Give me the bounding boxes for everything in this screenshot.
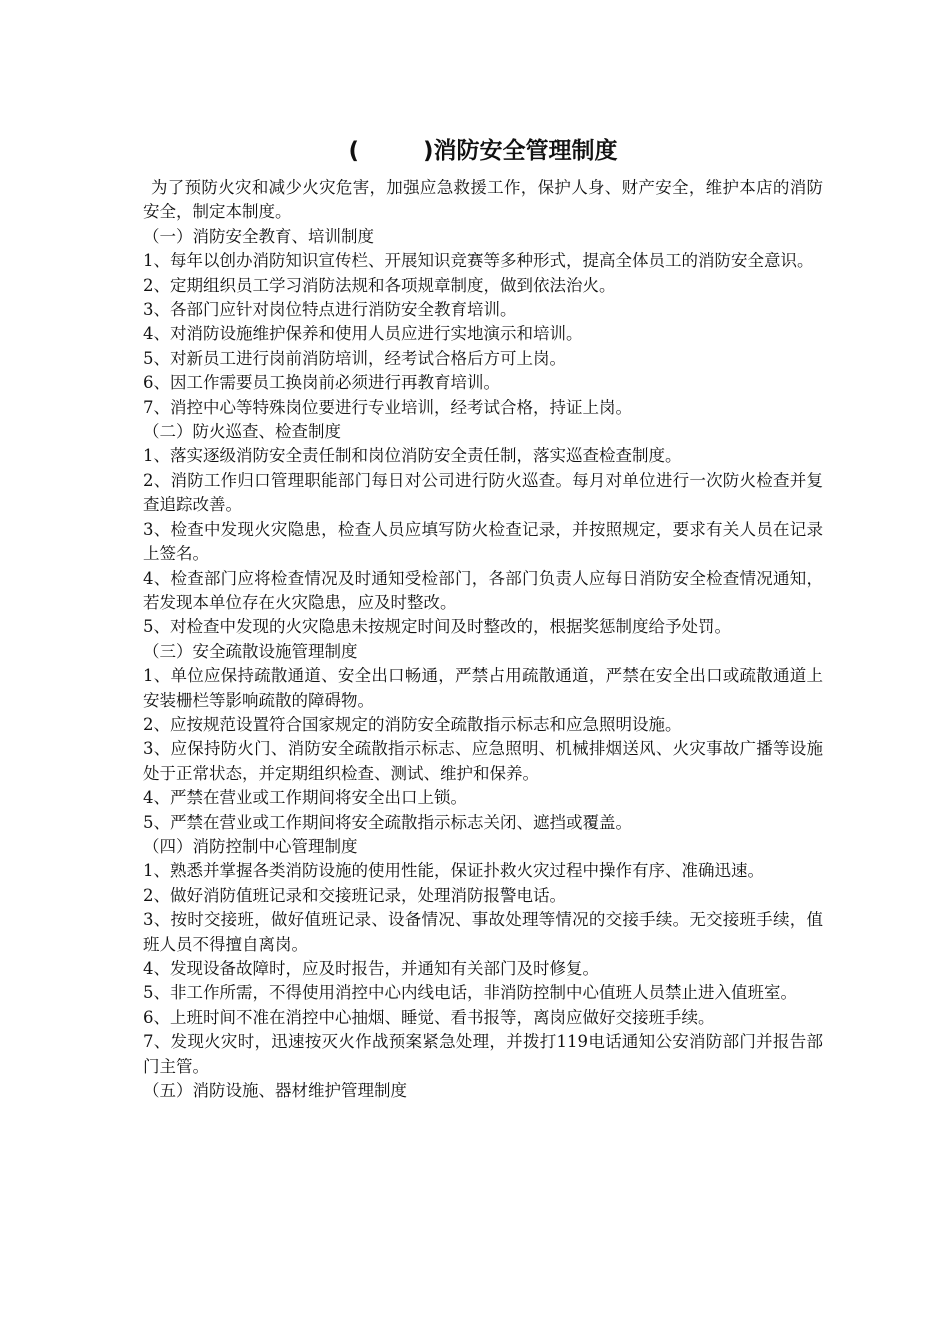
- list-item: 1、每年以创办消防知识宣传栏、开展知识竞赛等多种形式，提高全体员工的消防安全意识。: [143, 251, 814, 271]
- list-item: 2、定期组织员工学习消防法规和各项规章制度，做到依法治火。: [143, 275, 616, 295]
- list-item: 3、各部门应针对岗位特点进行消防安全教育培训。: [143, 300, 517, 320]
- list-item: 4、严禁在营业或工作期间将安全出口上锁。: [143, 788, 467, 808]
- section-heading: （四）消防控制中心管理制度: [143, 836, 358, 856]
- document-title: ( )消防安全管理制度: [348, 138, 618, 164]
- list-item: 2、应按规范设置符合国家规定的消防安全疏散指示标志和应急照明设施。: [143, 714, 682, 734]
- list-item: 6、因工作需要员工换岗前必须进行再教育培训。: [143, 373, 500, 393]
- document-page: [143, 136, 823, 1103]
- list-item: 5、非工作所需，不得使用消控中心内线电话，非消防控制中心值班人员禁止进入值班室。: [143, 983, 797, 1003]
- list-item: 1、熟悉并掌握各类消防设施的使用性能，保证扑救火灾过程中操作有序、准确迅速。: [143, 861, 764, 881]
- list-item: 3、检查中发现火灾隐患，检查人员应填写防火检查记录，并按照规定，要求有关人员在记录上签名。: [143, 519, 823, 564]
- list-item: 3、应保持防火门、消防安全疏散指示标志、应急照明、机械排烟送风、火灾事故广播等设施处于正常状态，并定期组织检查、测试、维护和保养。: [143, 739, 823, 783]
- section-heading: （三）安全疏散设施管理制度: [143, 641, 358, 661]
- list-item: 4、发现设备故障时，应及时报告，并通知有关部门及时修复。: [143, 959, 599, 978]
- list-item: 2、消防工作归口管理职能部门每日对公司进行防火巡查。每月对单位进行一次防火检查并复查追踪改善。: [143, 470, 823, 515]
- list-item: 1、单位应保持疏散通道、安全出口畅通，严禁占用疏散通道，严禁在安全出口或疏散通道上安装栅栏等影响疏散的障碍物。: [143, 666, 823, 710]
- list-item: 4、检查部门应将检查情况及时通知受检部门，各部门负责人应每日消防安全检查情况通知，若发现本单位存在火灾隐患，应及时整改。: [143, 568, 823, 612]
- list-item: 5、对检查中发现的火灾隐患未按规定时间及时整改的，根据奖惩制度给予处罚。: [143, 617, 731, 637]
- section-heading: （五）消防设施、器材维护管理制度: [143, 1081, 407, 1101]
- section-heading: （二）防火巡查、检查制度: [143, 422, 341, 442]
- list-item: 3、按时交接班，做好值班记录、设备情况、事故处理等情况的交接手续。无交接班手续，值班人员不得擅自离岗。: [143, 910, 823, 954]
- list-item: 4、对消防设施维护保养和使用人员应进行实地演示和培训。: [143, 324, 583, 344]
- list-item: 2、做好消防值班记录和交接班记录，处理消防报警电话。: [143, 885, 566, 905]
- section-heading: （一）消防安全教育、培训制度: [143, 226, 374, 246]
- list-item: 1、落实逐级消防安全责任制和岗位消防安全责任制，落实巡查检查制度。: [143, 446, 682, 466]
- list-item: 7、发现火灾时，迅速按灭火作战预案紧急处理，并拨打119电话通知公安消防部门并报告部门主管。: [143, 1032, 823, 1076]
- list-item: 5、严禁在营业或工作期间将安全疏散指示标志关闭、遮挡或覆盖。: [143, 812, 632, 832]
- list-item: 5、对新员工进行岗前消防培训，经考试合格后方可上岗。: [143, 348, 566, 368]
- list-item: 6、上班时间不准在消控中心抽烟、睡觉、看书报等，离岗应做好交接班手续。: [143, 1007, 715, 1027]
- intro-paragraph: 为了预防火灾和减少火灾危害，加强应急救援工作，保护人身、财产安全，维护本店的消防安全，制定本制度。: [143, 178, 823, 222]
- list-item: 7、消控中心等特殊岗位要进行专业培训，经考试合格，持证上岗。: [143, 397, 632, 417]
